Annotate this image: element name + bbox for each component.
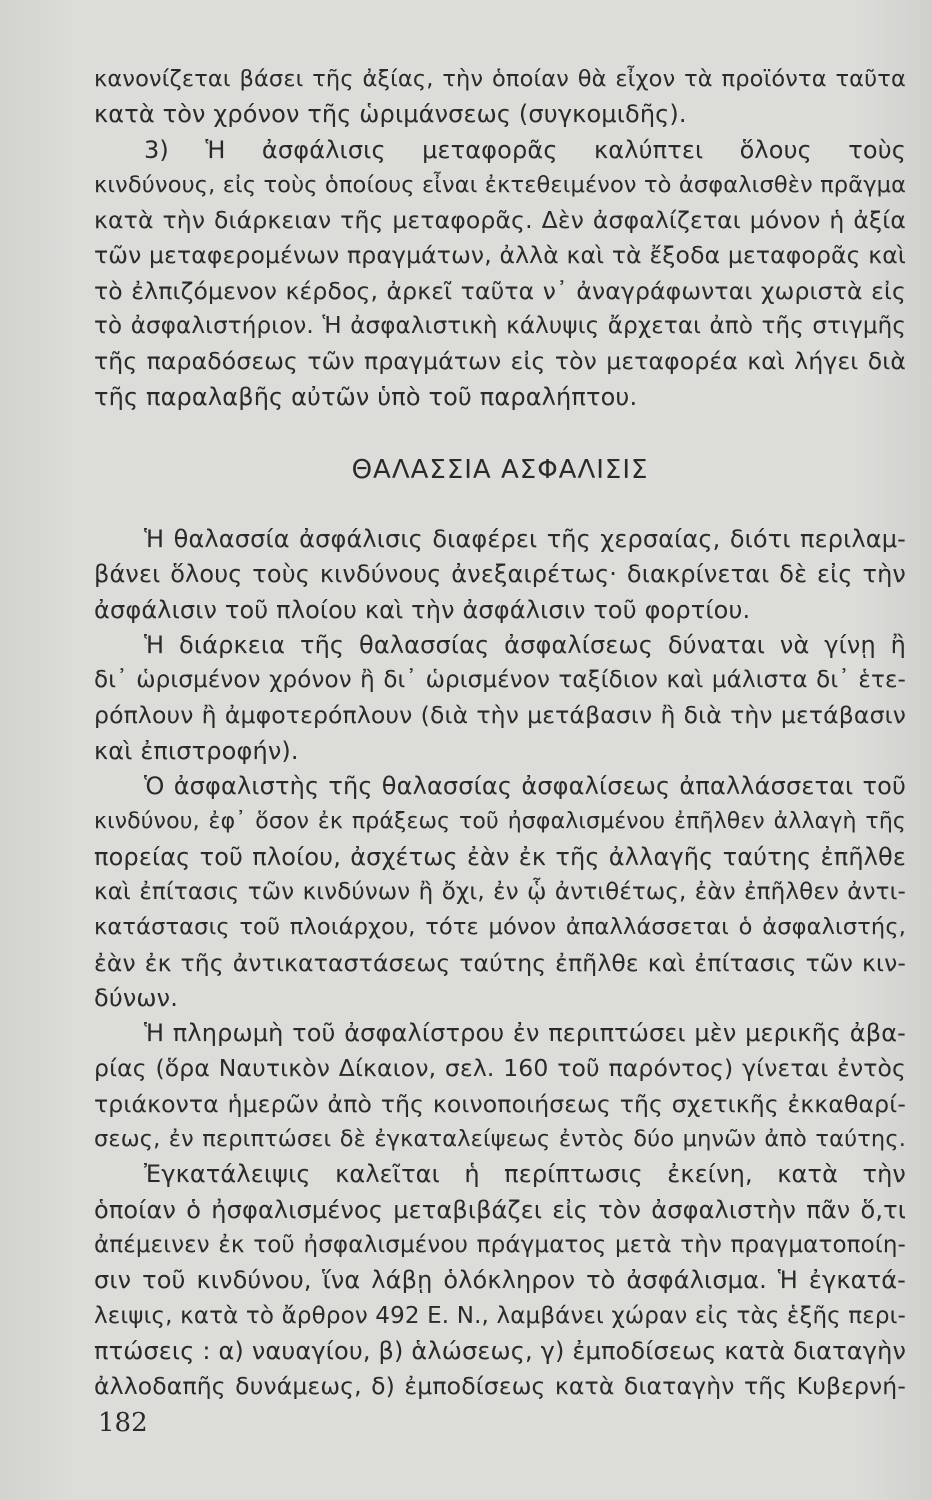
text-line: Ἡ θαλασσία ἀσφάλισις διαφέρει τῆς χερσαίας, διότι περιλαμ- (144, 525, 906, 553)
text-line: Ἡ διάρκεια τῆς θαλασσίας ἀσφαλίσεως δύναται νὰ γίνῃ ἢ (144, 630, 906, 659)
text-line: καὶ ἐπιστροφήν). (94, 736, 299, 765)
text-line: κινδύνου, ἐφ᾽ ὅσον ἐκ πράξεως τοῦ ἠσφαλισμένου ἐπῆλθεν ἀλλαγὴ τῆς (94, 809, 906, 835)
text-line: τριάκοντα ἡμερῶν ἀπὸ τῆς κοινοποιήσεως τῆς σχετικῆς ἐκκαθαρί- (94, 1089, 906, 1118)
text-line: ἐὰν ἐκ τῆς ἀντικαταστάσεως ταύτης ἐπῆλθε καὶ ἐπίτασις τῶν κιν- (94, 948, 906, 977)
text-line: ἀλλοδαπῆς δυνάμεως, δ) ἐμποδίσεως κατὰ διαταγὴν τῆς Κυβερνή- (94, 1372, 906, 1401)
text-line: δύνων. (94, 983, 179, 1012)
section-heading: ΘΑΛΑΣΣΙΑ ΑΣΦΑΛΙΣΙΣ (351, 455, 649, 485)
text-line: σεως, ἐν περιπτώσει δὲ ἐγκαταλείψεως ἐντὸς δύο μηνῶν ἀπὸ ταύτης. (94, 1126, 906, 1153)
text-line: κατὰ τὸν χρόνον τῆς ὡριμάνσεως (συγκομιδῆς). (94, 100, 687, 129)
text-line: τῶν μεταφερομένων πραγμάτων, ἀλλὰ καὶ τὰ ἔξοδα μεταφορᾶς καὶ (94, 241, 906, 270)
body-paragraphs (94, 522, 906, 1404)
text-line: ρόπλουν ἢ ἀμφοτερόπλουν (διὰ τὴν μετάβασιν ἢ διὰ τὴν μετάβασιν (94, 701, 906, 730)
text-line: τῆς παραδόσεως τῶν πραγμάτων εἰς τὸν μεταφορέα καὶ λήγει διὰ (94, 347, 906, 376)
text-line: πορείας τοῦ πλοίου, ἀσχέτως ἐὰν ἐκ τῆς ἀλλαγῆς ταύτης ἐπῆλθε (94, 842, 906, 871)
text-line: τῆς παραλαβῆς αὐτῶν ὑπὸ τοῦ παραλήπτου. (94, 382, 638, 411)
text-line: ἀπέμεινεν ἐκ τοῦ ἠσφαλισμένου πράγματος μετὰ τὴν πραγματοποίη- (94, 1231, 906, 1258)
text-line: δι᾽ ὡρισμένον χρόνον ἢ δι᾽ ὡρισμένον ταξίδιον καὶ μάλιστα δι᾽ ἑτε- (94, 667, 906, 694)
text-line: ἀσφάλισιν τοῦ πλοίου καὶ τὴν ἀσφάλισιν τοῦ φορτίου. (94, 595, 751, 624)
text-line: σιν τοῦ κινδύνου, ἵνα λάβῃ ὁλόκληρον τὸ ἀσφάλισμα. Ἡ ἐγκατά- (94, 1266, 906, 1295)
page-number: 182 (98, 1408, 148, 1438)
top-paragraphs (94, 62, 906, 415)
text-line: 3) Ἡ ἀσφάλισις μεταφορᾶς καλύπτει ὅλους τοὺς (144, 135, 906, 164)
text-line: λειψις, κατὰ τὸ ἄρθρον 492 Ε. Ν., λαμβάνει χώραν εἰς τὰς ἑξῆς περι- (94, 1302, 906, 1329)
text-line: Ἐγκατάλειψις καλεῖται ἡ περίπτωσις ἐκείνη, κατὰ τὴν (144, 1160, 906, 1189)
text-line: ὁποίαν ὁ ἠσφαλισμένος μεταβιβάζει εἰς τὸν ἀσφαλιστὴν πᾶν ὅ,τι (94, 1195, 906, 1224)
text-line: Ἡ πληρωμὴ τοῦ ἀσφαλίστρου ἐν περιπτώσει μὲν μερικῆς ἀβα- (144, 1019, 906, 1048)
text-line: κατὰ τὴν διάρκειαν τῆς μεταφορᾶς. Δὲν ἀσφαλίζεται μόνον ἡ ἀξία (94, 206, 906, 235)
text-line: κατάστασις τοῦ πλοιάρχου, τότε μόνον ἀπαλλάσσεται ὁ ἀσφαλιστής, (94, 914, 906, 941)
text-line: κανονίζεται βάσει τῆς ἀξίας, τὴν ὁποίαν θὰ εἶχον τὰ προϊόντα ταῦτα (94, 66, 906, 92)
text-line: πτώσεις : α) ναυαγίου, β) ἁλώσεως, γ) ἐμποδίσεως κατὰ διαταγὴν (94, 1336, 906, 1365)
text-line: τὸ ἐλπιζόμενον κέρδος, ἀρκεῖ ταῦτα ν᾽ ἀναγράφωνται χωριστὰ εἰς (94, 276, 906, 305)
text-line: καὶ ἐπίτασις τῶν κινδύνων ἢ ὄχι, ἐν ᾧ ἀντιθέτως, ἐὰν ἐπῆλθεν ἀντι- (94, 878, 906, 905)
text-line: βάνει ὅλους τοὺς κινδύνους ἀνεξαιρέτως· διακρίνεται δὲ εἰς τὴν (94, 560, 906, 589)
text-line: Ὁ ἀσφαλιστὴς τῆς θαλασσίας ἀσφαλίσεως ἀπαλλάσσεται τοῦ (144, 772, 906, 801)
text-line: κινδύνους, εἰς τοὺς ὁποίους εἶναι ἐκτεθειμένον τὸ ἀσφαλισθὲν πρᾶγμα (94, 171, 907, 198)
text-line: ρίας (ὅρα Ναυτικὸν Δίκαιον, σελ. 160 τοῦ παρόντος) γίνεται ἐντὸς (94, 1054, 906, 1083)
text-line: τὸ ἀσφαλιστήριον. Ἡ ἀσφαλιστικὴ κάλυψις ἄρχεται ἀπὸ τῆς στιγμῆς (94, 313, 906, 340)
